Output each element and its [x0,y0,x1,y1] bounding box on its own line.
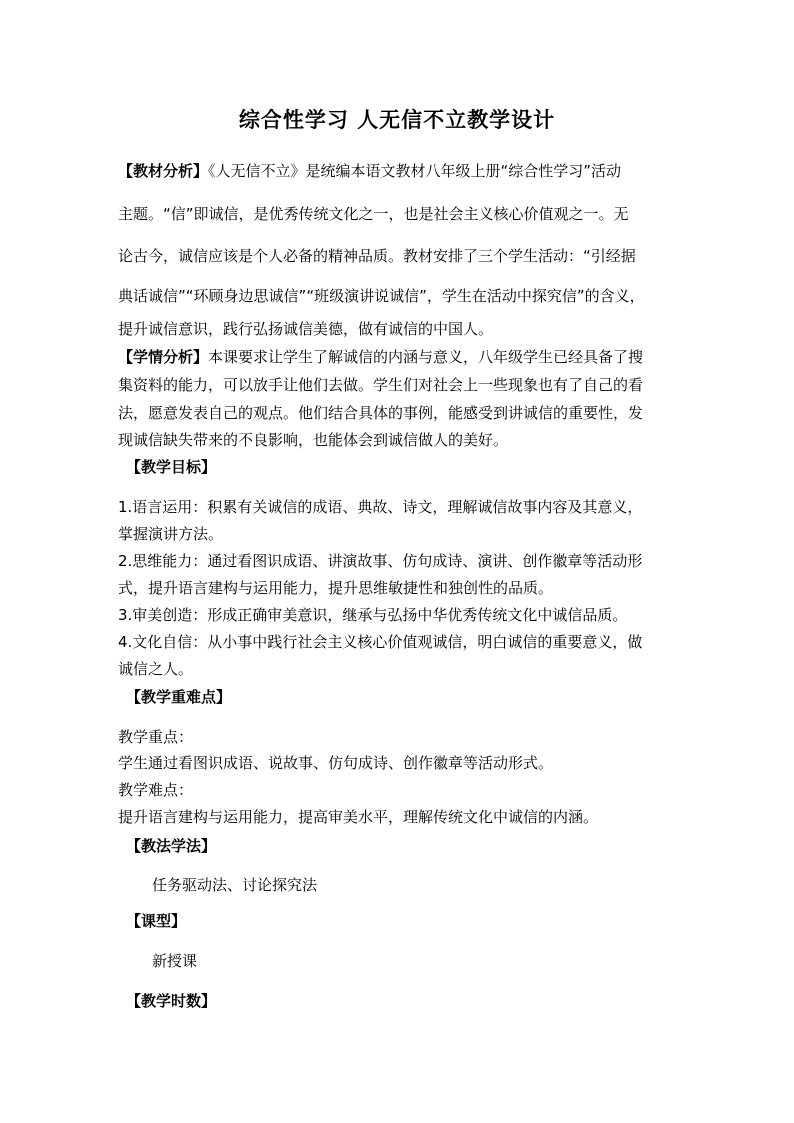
lesson-type-text: 新授课 [152,952,198,970]
methods-text: 任务驱动法、讨论探究法 [152,876,318,894]
goals-line-6: 4.文化自信：从小事中践行社会主义核心价值观诚信，明白诚信的重要意义，做 [118,633,643,651]
lesson-type-heading: 【课型】 [126,912,187,930]
goals-heading: 【教学目标】 [126,458,217,476]
goals-line-4: 式，提升语言建构与运用能力，提升思维敏捷性和独创性的品质。 [118,579,554,597]
student-heading: 【学情分析】 [118,348,209,366]
keypoints-line-2: 学生通过看图识成语、说故事、仿句成诗、创作徽章等活动形式。 [118,754,554,772]
material-line-3: 论古今，诚信应该是个人必备的精神品质。教材安排了三个学生活动：“引经据 [118,247,636,265]
student-line-3: 法，愿意发表自己的观点。他们结合具体的事例，能感受到讲诚信的重要性，发 [118,404,644,422]
material-line-5: 提升诚信意识，践行弘扬诚信美德，做有诚信的中国人。 [118,320,494,338]
student-line-2: 集资料的能力，可以放手让他们去做。学生们对社会上一些现象也有了自己的看 [118,376,644,394]
material-line-1 [118,160,621,182]
page-title: 综合性学习 人无信不立教学设计 [238,107,556,132]
goals-line-5: 3.审美创造：形成正确审美意识，继承与弘扬中华优秀传统文化中诚信品质。 [118,606,628,624]
goals-line-3: 2.思维能力：通过看图识成语、讲演故事、仿句成诗、演讲、创作徽章等活动形 [118,552,643,570]
methods-heading: 【教法学法】 [126,837,217,855]
keypoints-line-4: 提升语言建构与运用能力，提高审美水平，理解传统文化中诚信的内涵。 [118,808,599,826]
material-line-2: 主题。“信”即诚信，是优秀传统文化之一，也是社会主义核心价值观之一。无 [118,205,629,223]
keypoints-line-3: 教学难点： [118,781,194,799]
material-heading: 【教材分析】 [118,162,209,180]
keypoints-line-1: 教学重点： [118,728,194,746]
student-line-1 [118,346,643,368]
keypoints-heading: 【教学重难点】 [126,688,232,706]
goals-line-7: 诚信之人。 [118,660,194,678]
material-text-1: 《人无信不立》是统编本语文教材八年级上册“综合性学习”活动 [208,162,622,180]
material-line-4: 典话诚信”“环顾身边思诚信”“班级演讲说诚信”，学生在活动中探究信”的含义， [118,287,645,305]
goals-line-2: 掌握演讲方法。 [118,525,224,543]
student-line-4: 现诚信缺失带来的不良影响，也能体会到诚信做人的美好。 [118,431,509,449]
hours-heading: 【教学时数】 [126,992,217,1010]
student-text-1: 本课要求让学生了解诚信的内涵与意义，八年级学生已经具备了搜 [208,348,644,366]
goals-line-1: 1.语言运用：积累有关诚信的成语、典故、诗文，理解诚信故事内容及其意义， [118,498,643,516]
